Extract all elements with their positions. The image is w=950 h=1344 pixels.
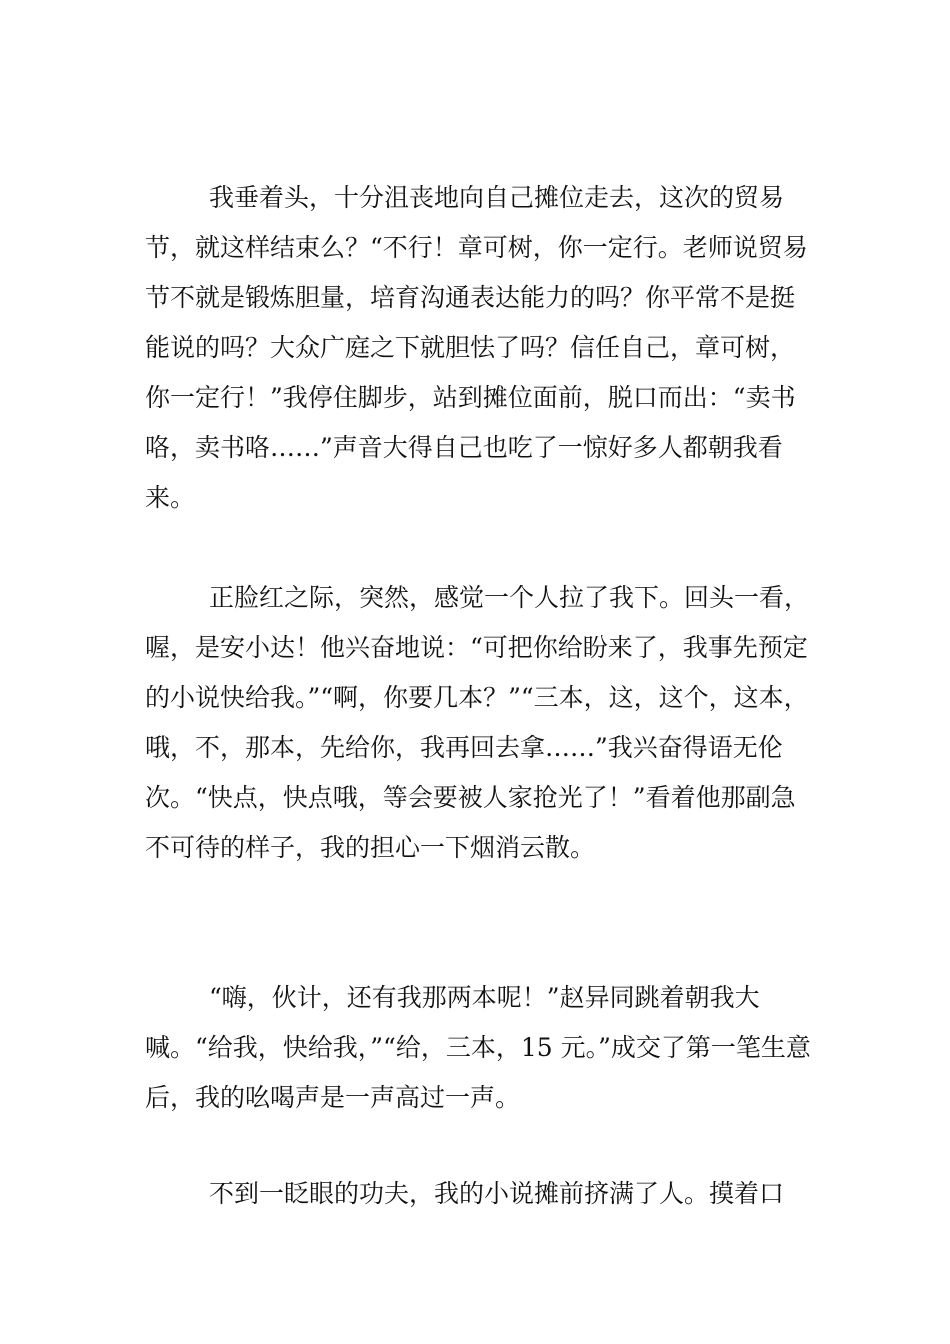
paragraph-1 bbox=[145, 173, 813, 523]
paragraph-2-text: 正脸红之际，突然，感觉一个人拉了我下。回头一看，喔，是安小达！他兴奋地说：“可把你给盼来了，我事先预定的小说快给我。”“啊，你要几本？”“三本，这，这个，这本，哦，不，那本，先给你，我再回去拿……”我兴奋得语无伦次。“快点，快点哦，等会要被人家抢光了！”看着他那副急不可待的样子，我的担心一下烟消云散。 bbox=[145, 583, 810, 862]
paragraph-4 bbox=[145, 1169, 813, 1219]
paragraph-4-text: 不到一眨眼的功夫，我的小说摊前挤满了人。摸着口 bbox=[209, 1179, 785, 1208]
paragraph-1-text: 我垂着头，十分沮丧地向自己摊位走去，这次的贸易节，就这样结束么？“不行！章可树，你一定行。老师说贸易节不就是锻炼胆量，培育沟通表达能力的吗？你平常不是挺能说的吗？大众广庭之下就胆怯了吗？信任自己，章可树，你一定行！”我停住脚步，站到摊位面前，脱口而出：“卖书咯，卖书咯……”声音大得自己也吃了一惊好多人都朝我看来。 bbox=[145, 183, 808, 512]
paragraph-2 bbox=[145, 573, 813, 873]
paragraph-3-text: “嗨，伙计，还有我那两本呢！”赵异同跳着朝我大喊。“给我，快给我，”“给，三本，15 元。”成交了第一笔生意后，我的吆喝声是一声高过一声。 bbox=[145, 983, 811, 1112]
paragraph-3 bbox=[145, 973, 813, 1123]
